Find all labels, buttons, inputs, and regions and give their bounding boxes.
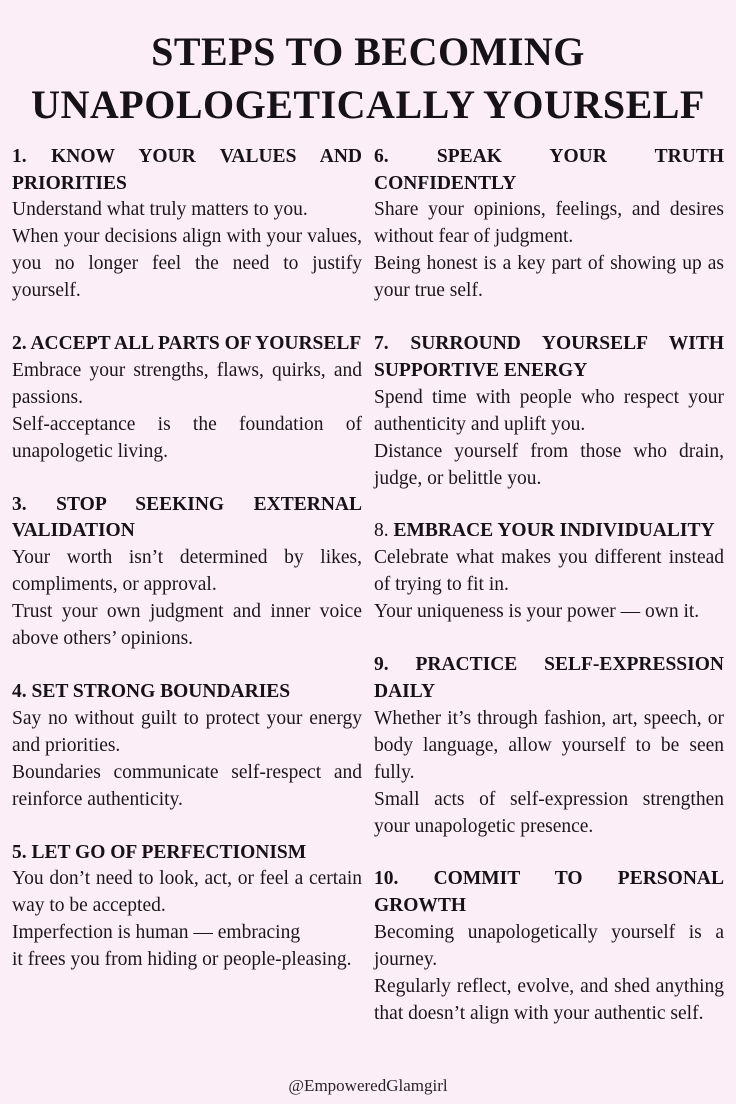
step-heading (374, 652, 724, 706)
step-paragraph: Distance yourself from those who drain, judge, or belittle you. (374, 440, 724, 489)
step-section-6 (374, 144, 724, 305)
steps-columns (0, 144, 736, 1076)
step-heading (12, 679, 362, 706)
step-heading (12, 492, 362, 546)
step-paragraph: Boundaries communicate self-respect and reinforce authenticity. (12, 761, 362, 810)
step-paragraph: Celebrate what makes you different instead of trying to fit in. (374, 547, 724, 596)
step-title: KNOW YOUR VALUES AND PRIORITIES (12, 145, 363, 194)
step-paragraph: Your worth isn’t determined by likes, compliments, or approval. (12, 547, 362, 596)
step-section-7 (374, 331, 724, 492)
step-paragraph: Share your opinions, feelings, and desires without fear of judgment. (374, 199, 724, 248)
step-title: LET GO OF PERFECTIONISM (31, 841, 307, 863)
step-number: 7. (374, 333, 411, 355)
step-paragraph: When your decisions align with your values, you no longer feel the need to justify yourself. (12, 226, 362, 302)
step-heading (12, 331, 362, 358)
step-paragraph: Self-acceptance is the foundation of unapologetic living. (12, 413, 362, 462)
step-paragraph: Say no without guilt to protect your energy and priorities. (12, 707, 362, 756)
step-heading (374, 331, 724, 385)
step-heading (374, 518, 724, 545)
step-section-3 (12, 492, 362, 653)
step-heading (374, 144, 724, 198)
step-heading (12, 144, 362, 198)
step-paragraph: Whether it’s through fashion, art, speech, or body language, allow yourself to be seen fully. (374, 707, 724, 783)
column-left (12, 144, 362, 1000)
step-number: 8. (374, 520, 394, 542)
author-handle: @EmpoweredGlamgirl (288, 1076, 448, 1095)
step-title: SPEAK YOUR TRUTH CONFIDENTLY (374, 145, 725, 194)
step-paragraph: Becoming unapologetically yourself is a journey. (374, 922, 724, 971)
step-number: 6. (374, 145, 437, 167)
page-title (0, 26, 736, 132)
page-title-line1: STEPS TO BECOMING (151, 29, 585, 74)
step-heading (374, 866, 724, 920)
step-paragraph: it frees you from hiding or people-pleasing. (12, 949, 352, 971)
step-number: 10. (374, 868, 434, 890)
step-section-1 (12, 144, 362, 305)
step-paragraph: Regularly reflect, evolve, and shed anything that doesn’t align with your authentic self. (374, 976, 724, 1024)
step-heading (12, 840, 362, 867)
step-title: ACCEPT ALL PARTS OF YOURSELF (30, 333, 362, 355)
step-paragraph: Understand what truly matters to you. (12, 199, 308, 221)
step-section-10 (374, 866, 724, 1027)
step-number: 9. (374, 654, 416, 676)
step-paragraph: Imperfection is human — embracing (12, 922, 301, 944)
step-title: PRACTICE SELF-EXPRESSION DAILY (374, 654, 724, 702)
step-title: STOP SEEKING EXTERNAL VALIDATION (12, 493, 362, 542)
step-section-8 (374, 518, 724, 626)
step-section-4 (12, 679, 362, 814)
step-title: COMMIT TO PERSONAL GROWTH (374, 868, 724, 917)
step-paragraph: Your uniqueness is your power — own it. (374, 601, 700, 623)
step-number: 4. (12, 681, 32, 702)
step-paragraph: Small acts of self-expression strengthen your unapologetic presence. (374, 788, 724, 837)
step-paragraph: You don’t need to look, act, or feel a certain way to be accepted. (12, 868, 362, 917)
step-number: 2. (12, 333, 31, 355)
step-section-5 (12, 840, 362, 975)
step-paragraph: Embrace your strengths, flaws, quirks, and passions. (12, 359, 362, 408)
page-title-line2: UNAPOLOGETICALLY YOURSELF (31, 81, 705, 127)
step-paragraph: Spend time with people who respect your authenticity and uplift you. (374, 386, 724, 435)
step-title: SET STRONG BOUNDARIES (31, 681, 291, 702)
step-number: 3. (12, 493, 57, 515)
step-section-9 (374, 652, 724, 840)
step-paragraph: Trust your own judgment and inner voice above others’ opinions. (12, 601, 362, 650)
step-number: 5. (12, 841, 32, 863)
step-paragraph: Being honest is a key part of showing up as your true self. (374, 253, 724, 302)
step-section-2 (12, 331, 362, 466)
column-right (374, 144, 724, 1054)
step-title: EMBRACE YOUR INDIVIDUALITY (393, 520, 715, 542)
step-number: 1. (12, 145, 52, 167)
step-title: SURROUND YOURSELF WITH SUPPORTIVE ENERGY (374, 333, 725, 381)
